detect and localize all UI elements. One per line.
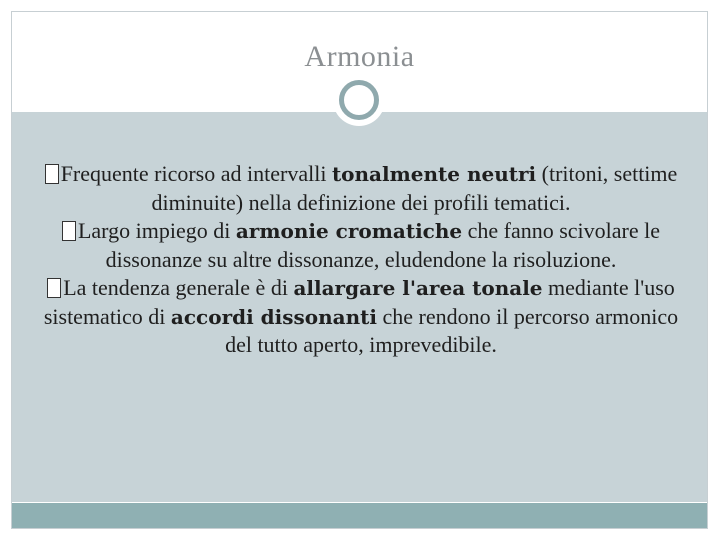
bullet-square-icon: [62, 221, 76, 241]
bullet-square-icon: [45, 164, 59, 184]
bullet-item-2: [28, 217, 694, 274]
bullet-3-emphasis-b: accordi dissonanti: [170, 304, 377, 329]
bullet-2-emphasis: armonie cromatiche: [235, 219, 463, 243]
bullet-3-text-c: che rendono il percorso armonico del tutto aperto, imprevedibile.: [225, 303, 679, 357]
bullet-item-3: [28, 274, 694, 360]
bullet-2-text-a: Largo impiego di: [77, 218, 236, 243]
circle-ornament-icon: [339, 80, 379, 120]
footer-bar: [12, 503, 707, 528]
bullet-item-1: [28, 160, 694, 217]
bullet-1-emphasis: tonalmente neutri: [331, 162, 537, 186]
bullet-1-text-a: Frequente ricorso ad intervalli: [60, 161, 332, 186]
bullet-square-icon: [47, 278, 61, 298]
bullet-3-emphasis-a: allargare l'area tonale: [293, 276, 543, 300]
bullet-2-text-b: che fanno scivolare le dissonanze su altre dissonanze, eludendone la risoluzione.: [105, 218, 661, 272]
bullet-1-text-b: (tritoni, settime diminuite) nella definizione dei profili tematici.: [151, 161, 678, 215]
bullet-list: [28, 160, 694, 360]
bullet-3-text-a: La tendenza generale è di: [63, 275, 294, 300]
bullet-3-text-b: mediante l'uso sistematico di: [43, 275, 675, 329]
slide-title: Armonia: [304, 40, 415, 73]
